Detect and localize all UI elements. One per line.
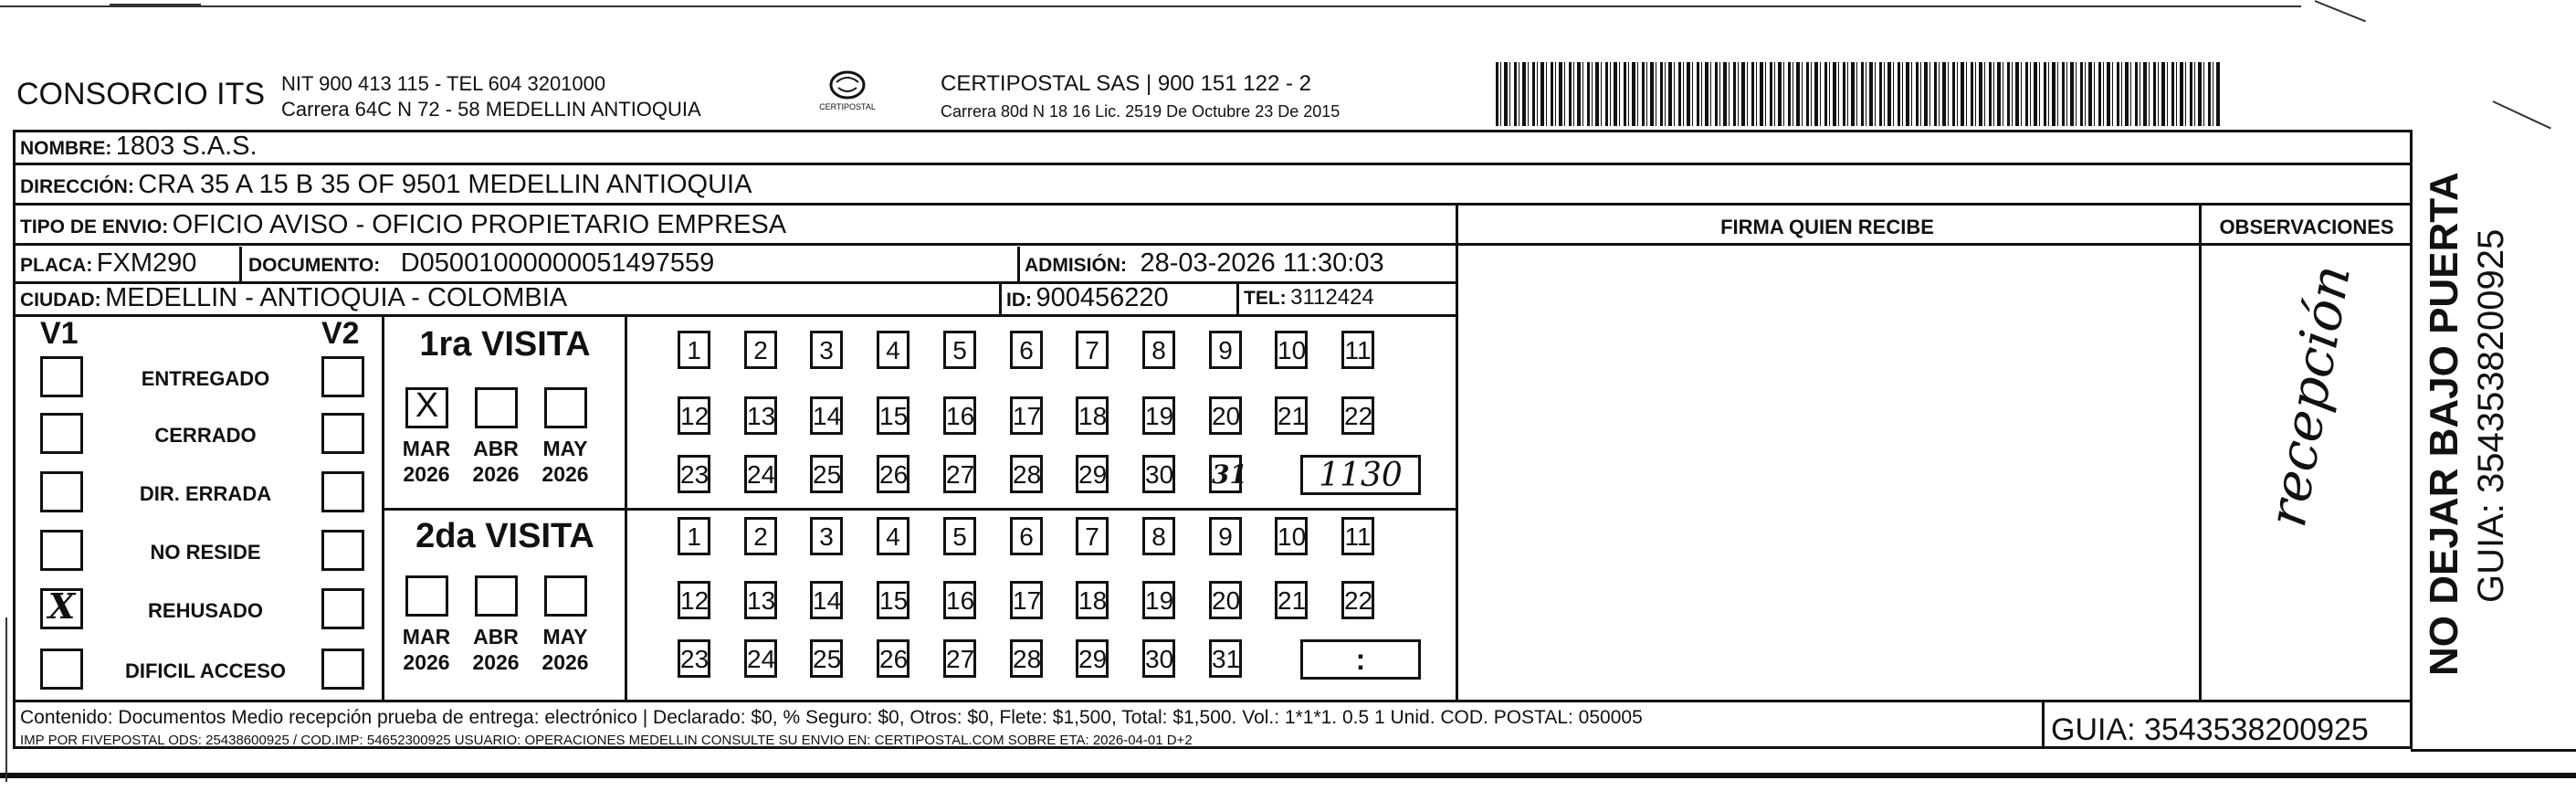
city-value: MEDELLIN - ANTIOQUIA - COLOMBIA [105,283,568,312]
certipostal-logo [811,69,884,121]
footer-guia-left [2042,700,2045,749]
second-visit-day-box[interactable]: 15 [877,581,909,619]
first-visit-day-box[interactable]: 31 [1209,455,1242,493]
first-visit-day-box[interactable]: 5 [943,331,976,369]
first-visit-day-box[interactable]: 22 [1341,396,1374,435]
second-visit-day-box[interactable]: 3 [810,517,843,555]
plate-value: FXM290 [96,248,197,278]
city-field [20,283,567,313]
v2-checkbox[interactable] [321,413,364,454]
plate-divider [239,247,242,281]
first-visit-year-label: 2026 [472,462,520,486]
second-visit-title: 2da VISITA [415,517,594,555]
second-visit-time: : [1355,643,1366,676]
status-label: DIR. ERRADA [139,482,272,505]
first-visit-day-box[interactable]: 26 [877,455,909,493]
document-field [248,248,714,279]
second-visit-month-label: MAR [402,625,451,649]
first-visit-day-box[interactable]: 24 [744,455,777,493]
admission-label: ADMISIÓN: [1025,255,1127,276]
first-visit-day-box[interactable]: 15 [877,396,909,435]
first-visit-day-box[interactable]: 13 [744,396,777,435]
footer-content: Contenido: Documentos Medio recepción prueba de entrega: electrónico | Declarado: $0, % Seguro: $0, Otros: $0, Flete: $1,500, Total: $1,500. Vol.: 1*1*1. 0.5 1 Unid. COD. POSTAL: 050005 [20,707,1643,728]
footer-imp: IMP POR FIVEPOSTAL ODS: 25438600925 / COD.IMP: 54652300925 USUARIO: OPERACIONES MEDELLIN CONSULTE SU ENVIO EN: CERTIPOSTAL.COM SOBRE ETA: 2026-04-01 D+2 [20,733,1193,748]
id-field [1006,283,1169,313]
v2-checkbox[interactable] [321,530,364,571]
v1-checkbox[interactable] [40,585,83,629]
first-visit-day-box[interactable]: 14 [810,396,843,435]
right-edge-line [2411,749,2576,752]
tel-label: TEL: [1244,288,1287,309]
second-visit-day-box[interactable]: 26 [877,639,909,678]
type-row [20,210,786,240]
first-visit-day-box[interactable]: 8 [1142,331,1175,369]
city-label: CIUDAD: [20,290,101,311]
second-visit-day-box[interactable]: 27 [943,639,976,678]
logo-text: CERTIPOSTAL [819,102,876,111]
row-line-1 [13,163,2413,165]
first-visit-day-box[interactable]: 27 [943,455,976,493]
admission-value: 28-03-2026 11:30:03 [1140,248,1384,278]
left-edge-mark [5,617,7,782]
second-visit-year-label: 2026 [541,650,589,674]
address-label: DIRECCIÓN: [20,176,134,197]
first-visit-day-box[interactable]: 4 [877,331,909,369]
carrier-license: Carrera 80d N 18 16 Lic. 2519 De Octubre 23 De 2015 [941,102,1341,121]
second-visit-day-box[interactable]: 29 [1076,639,1109,678]
second-visit-day-box[interactable]: 19 [1142,581,1175,619]
address-row [20,170,752,200]
second-visit-day-box[interactable]: 20 [1209,581,1242,619]
second-visit-day-box[interactable]: 22 [1341,581,1374,619]
second-visit-day-box[interactable]: 5 [943,517,976,555]
address-value: CRA 35 A 15 B 35 OF 9501 MEDELLIN ANTIOQUIA [138,170,752,199]
row-line-footer [13,700,2413,702]
visit-divider [382,508,1457,511]
status-label: ENTREGADO [141,367,270,390]
second-visit-day-box[interactable]: 13 [744,581,777,619]
second-visit-day-box[interactable]: 10 [1275,517,1308,555]
second-visit-year-label: 2026 [403,650,450,674]
row-line-3 [13,243,2413,246]
id-label: ID: [1006,290,1032,311]
plate-field [20,248,196,279]
second-visit-day-box[interactable]: 8 [1142,517,1175,555]
second-visit-day-box[interactable]: 28 [1010,639,1043,678]
first-visit-month-checkbox[interactable] [405,387,448,428]
row-line-2 [13,203,2413,206]
company-nit: NIT 900 413 115 - TEL 604 3201000 [281,72,606,95]
col-line-obs-left [2199,203,2202,702]
barcode [1496,62,2222,126]
row-line-5 [13,314,1456,317]
second-visit-day-box[interactable]: 30 [1142,639,1175,678]
tel-value: 3112424 [1290,285,1374,310]
plate-label: PLACA: [20,255,93,276]
second-visit-day-box[interactable]: 12 [678,581,710,619]
bottom-edge-line [0,773,2576,778]
first-visit-time-box[interactable] [1300,455,1421,495]
status-label: CERRADO [154,424,257,447]
second-visit-time-box[interactable] [1300,639,1421,680]
v1-checkbox[interactable] [40,649,83,690]
second-visit-day-box[interactable]: 25 [810,639,843,678]
first-visit-day-box[interactable]: 3 [810,331,843,369]
type-value: OFICIO AVISO - OFICIO PROPIETARIO EMPRESA [172,210,787,239]
first-visit-month-label: ABR [473,437,519,460]
first-visit-day-box[interactable]: 17 [1010,396,1043,435]
second-visit-day-box[interactable]: 6 [1010,517,1043,555]
second-visit-day-box[interactable]: 14 [810,581,843,619]
side-guia: GUIA: 3543538200925 [2471,228,2511,603]
second-visit-day-box[interactable]: 17 [1010,581,1043,619]
first-visit-month-label: MAY [542,437,588,460]
first-visit-day-box[interactable]: 6 [1010,331,1043,369]
first-visit-day-box[interactable]: 12 [678,396,710,435]
first-visit-day-box[interactable]: 16 [943,396,976,435]
document-value: D05001000000051497559 [400,248,715,278]
second-visit-day-box[interactable]: 11 [1341,517,1374,555]
first-visit-day-box[interactable]: 30 [1142,455,1175,493]
second-visit-month-checkbox[interactable] [475,575,518,617]
first-visit-title: 1ra VISITA [419,325,591,364]
tel-divider [1236,283,1239,314]
name-value: 1803 S.A.S. [115,132,258,161]
status-label: NO RESIDE [150,541,261,564]
observations-label: OBSERVACIONES [2219,216,2394,238]
v2-checkbox[interactable] [321,588,364,629]
v1-label: V1 [40,316,79,351]
side-warning: NO DEJAR BAJO PUERTA [2422,172,2466,676]
first-visit-time: 1130 [1319,457,1403,494]
first-visit-day-box[interactable]: 23 [678,455,710,493]
second-visit-month-label: ABR [473,625,519,649]
name-label: NOMBRE: [20,138,112,159]
second-visit-day-box[interactable]: 23 [678,639,710,678]
type-label: TIPO DE ENVIO: [20,216,169,237]
name-row [20,132,258,162]
status-label: REHUSADO [148,599,263,622]
first-visit-day-box[interactable]: 19 [1142,396,1175,435]
second-visit-day-box[interactable]: 16 [943,581,976,619]
v2-checkbox[interactable] [321,649,364,690]
second-visit-day-box[interactable]: 1 [678,517,710,555]
first-visit-month-checkbox[interactable] [475,387,518,428]
v1-checkbox[interactable] [40,530,83,571]
id-divider [999,283,1002,314]
second-visit-day-box[interactable]: 7 [1076,517,1109,555]
second-visit-day-box[interactable]: 24 [744,639,777,678]
tel-field [1244,285,1374,311]
company-address: Carrera 64C N 72 - 58 MEDELLIN ANTIOQUIA [281,98,701,121]
observations-handwriting: recepción [2255,260,2363,532]
first-visit-day-box[interactable]: 10 [1275,331,1308,369]
corner-line [2315,0,2366,22]
first-visit-day-box[interactable]: 29 [1076,455,1109,493]
v2-label: V2 [321,316,360,351]
v1-checkbox[interactable] [40,471,83,512]
first-visit-year-label: 2026 [403,462,450,486]
first-visit-year-label: 2026 [541,462,589,486]
v2-checkbox[interactable] [321,356,364,397]
top-edge-dash [110,4,201,6]
admission-divider [1017,247,1020,281]
signature-label: FIRMA QUIEN RECIBE [1720,216,1934,238]
first-visit-day-box[interactable]: 20 [1209,396,1242,435]
second-visit-month-checkbox[interactable] [544,575,587,617]
month-checkmark: X [415,386,439,425]
id-value: 900456220 [1036,283,1169,312]
v2-checkbox[interactable] [321,471,364,512]
first-visit-day-box[interactable]: 2 [744,331,777,369]
v1-checkbox[interactable] [40,356,83,397]
first-visit-day-box[interactable]: 1 [678,331,710,369]
footer-guia: GUIA: 3543538200925 [2051,712,2369,747]
second-visit-month-label: MAY [542,625,588,649]
second-visit-day-box[interactable]: 21 [1275,581,1308,619]
admission-field [1025,248,1384,279]
second-visit-day-box[interactable]: 2 [744,517,777,555]
first-visit-day-box[interactable]: 7 [1076,331,1109,369]
document-label: DOCUMENTO: [248,255,381,276]
second-visit-day-box[interactable]: 9 [1209,517,1242,555]
corner-line-2 [2493,100,2551,129]
first-visit-month-checkbox[interactable] [544,387,587,428]
first-visit-day-box[interactable]: 11 [1341,331,1374,369]
second-visit-year-label: 2026 [472,650,520,674]
second-visit-month-checkbox[interactable] [405,575,448,617]
company-name: CONSORCIO ITS [16,77,266,111]
v1-checkbox[interactable] [40,413,83,454]
top-edge-line [0,5,2301,7]
first-visit-day-box[interactable]: 25 [810,455,843,493]
col-line-sign-left [1456,203,1458,702]
second-visit-day-box[interactable]: 31 [1209,639,1242,678]
second-visit-day-box[interactable]: 4 [877,517,909,555]
v1-checkmark: X [47,585,76,627]
carrier-info: CERTIPOSTAL SAS | 900 151 122 - 2 [941,71,1311,96]
first-visit-day-box[interactable]: 18 [1076,396,1109,435]
first-visit-day-box[interactable]: 21 [1275,396,1308,435]
first-visit-day-box[interactable]: 28 [1010,455,1043,493]
second-visit-day-box[interactable]: 18 [1076,581,1109,619]
first-visit-month-label: MAR [402,437,451,460]
status-label: DIFICIL ACCESO [124,659,286,682]
first-visit-day-box[interactable]: 9 [1209,331,1242,369]
